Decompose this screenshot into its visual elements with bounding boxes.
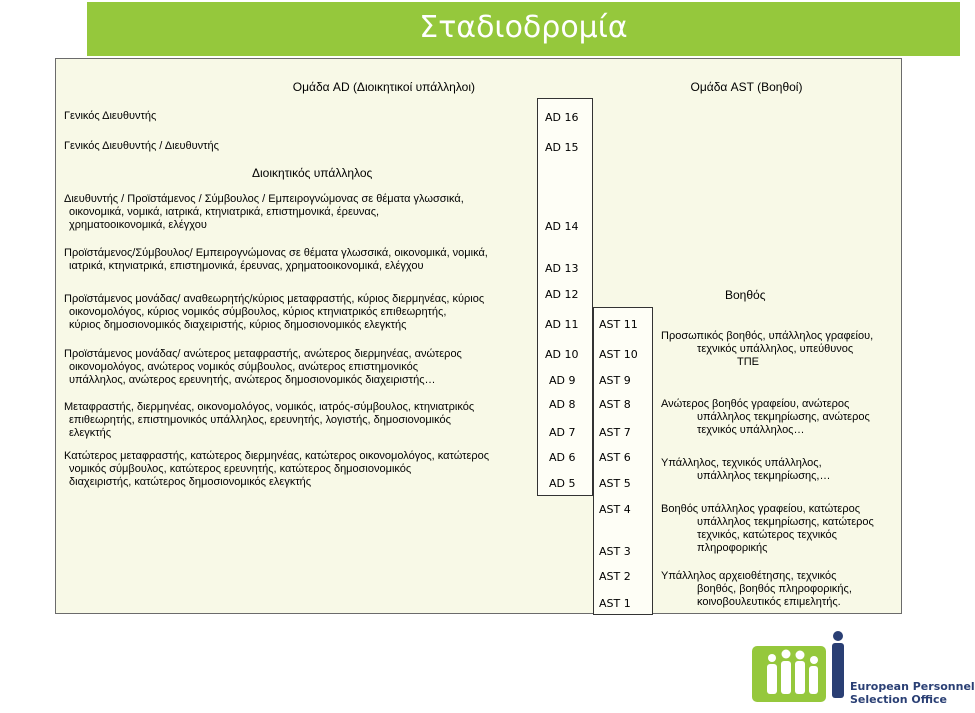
grade-ad15: AD 15 xyxy=(545,141,579,154)
ast-group-header: Ομάδα AST (Βοηθοί) xyxy=(690,80,803,94)
assistant-subheader: Βοηθός xyxy=(725,288,766,302)
ad-role-6: Προϊστάμενος μονάδας/ ανώτερος μεταφραστής, ανώτερος διερμηνέας, ανώτερος οικονομολόγος, ανώτερος νομικός σύμβουλος, ανώτερος επιστημονικός υπάλληλος, ανώτερος ερευνητής, ανώτερος δημοσιονομικός διαχειριστής… xyxy=(64,348,462,386)
ad-role-5: Προϊστάμενος μονάδας/ αναθεωρητής/κύριος μεταφραστής, κύριος διερμηνέας, κύριος οικονομολόγος, κύριος νομικός σύμβουλος, κύριος κτηνιατρικός επιθεωρητής, κύριος δημοσιονομικός διαχειριστής, κύριος δημοσιονομικός ελεγκτής xyxy=(64,293,485,331)
ad-role-7: Μεταφραστής, διερμηνέας, οικονομολόγος, νομικός, ιατρός-σύμβουλος, κτηνιατρικός επιθεωρητής, επιστημονικός υπάλληλος, ερευνητής, λογιστής, δημοσιονομικός ελεγκτής xyxy=(64,401,475,439)
grade-ad13: AD 13 xyxy=(545,262,579,275)
ad-role-3: Διευθυντής / Προϊστάμενος / Σύμβουλος / Εμπειρογνώμονας σε θέματα γλωσσικά, οικονομικά, νομικά, ιατρικά, κτηνιατρικά, επιστημονικά, έρευνας, χρηματοοικονομικά, ελέγχου xyxy=(64,193,464,231)
page-title: Σταδιοδρομία xyxy=(419,10,628,45)
grade-ast8: AST 8 xyxy=(599,398,631,411)
ast-role-3: Υπάλληλος, τεχνικός υπάλληλος, υπάλληλος τεκμηρίωσης,… xyxy=(661,457,831,482)
grade-ast6: AST 6 xyxy=(599,451,631,464)
grade-ad5: AD 5 xyxy=(549,477,576,490)
ast-role-4: Βοηθός υπάλληλος γραφείου, κατώτερος υπάλληλος τεκμηρίωσης, κατώτερος τεχνικός, κατώτερος τεχνικός πληροφορικής xyxy=(661,503,874,554)
ad-role-4: Προϊστάμενος/Σύμβουλος/ Εμπειρογνώμονας σε θέματα γλωσσικά, οικονομικά, νομικά, ιατρικά, κτηνιατρικά, επιστημονικά, έρευνας, χρηματοοικονομικά, ελέγχου xyxy=(64,247,488,272)
grade-ad16: AD 16 xyxy=(545,111,579,124)
grade-ast4: AST 4 xyxy=(599,503,631,516)
ast-role-5: Υπάλληλος αρχειοθέτησης, τεχνικός βοηθός, βοηθός πληροφορικής, κοινοβουλευτικός επιμελητής. xyxy=(661,570,852,608)
logo-text: European Personnel Selection Office xyxy=(850,680,975,706)
ast-role-2: Ανώτερος βοηθός γραφείου, ανώτερος υπάλληλος τεκμηρίωσης, ανώτερος τεχνικός υπάλληλος… xyxy=(661,398,870,436)
grade-ast9: AST 9 xyxy=(599,374,631,387)
grade-ad9: AD 9 xyxy=(549,374,576,387)
title-bar xyxy=(87,2,960,56)
ad-role-8: Κατώτερος μεταφραστής, κατώτερος διερμηνέας, κατώτερος οικονομολόγος, κατώτερος νομικός σύμβουλος, κατώτερος ερευνητής, κατώτερος δημοσιονομικός διαχειριστής, κατώτερος δημοσιονομικός ελεγκτής xyxy=(64,450,490,488)
grade-ast1: AST 1 xyxy=(599,597,631,610)
grade-ast11: AST 11 xyxy=(599,318,638,331)
grade-ad8: AD 8 xyxy=(549,398,576,411)
grade-ad6: AD 6 xyxy=(549,451,576,464)
grade-ast3: AST 3 xyxy=(599,545,631,558)
grade-ad14: AD 14 xyxy=(545,220,579,233)
ad-role-1: Γενικός Διευθυντής xyxy=(64,110,157,122)
grade-ad10: AD 10 xyxy=(545,348,579,361)
ad-role-2: Γενικός Διευθυντής / Διευθυντής xyxy=(64,140,219,152)
grade-ad12: AD 12 xyxy=(545,288,579,301)
ast-role-1: Προσωπικός βοηθός, υπάλληλος γραφείου, τεχνικός υπάλληλος, υπεύθυνος ΤΠΕ xyxy=(661,330,874,368)
grade-ast2: AST 2 xyxy=(599,570,631,583)
grade-ad11: AD 11 xyxy=(545,318,579,331)
grade-ad7: AD 7 xyxy=(549,426,576,439)
grade-ast7: AST 7 xyxy=(599,426,631,439)
grade-ast10: AST 10 xyxy=(599,348,638,361)
admin-subheader: Διοικητικός υπάλληλος xyxy=(252,166,373,180)
grade-ast5: AST 5 xyxy=(599,477,631,490)
epso-logo xyxy=(752,628,975,708)
